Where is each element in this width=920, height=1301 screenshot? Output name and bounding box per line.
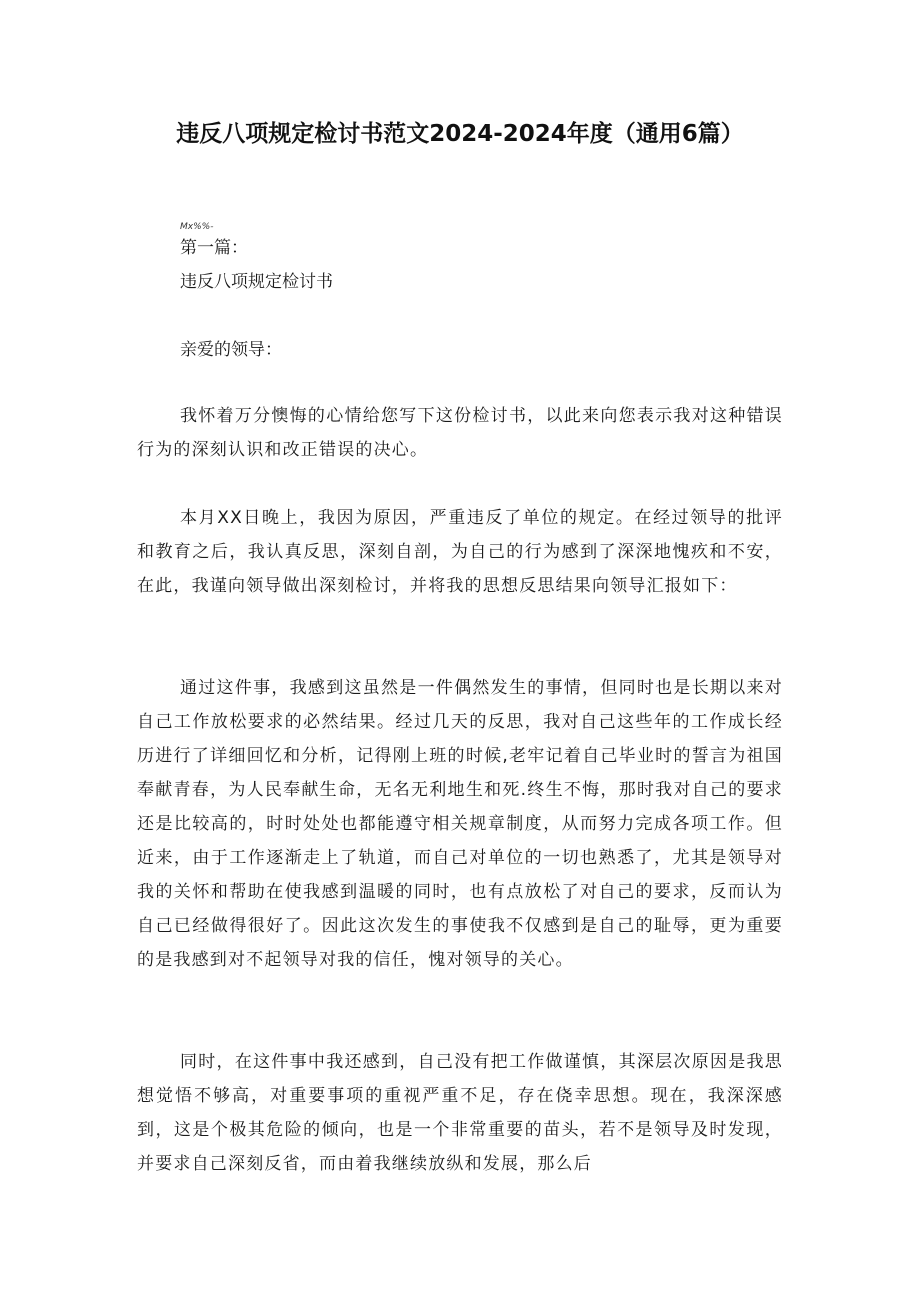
section-label: 第一篇： — [180, 238, 248, 258]
document-title: 违反八项规定检讨书范文2024-2024年度（通用6篇） — [176, 121, 744, 147]
salutation: 亲爱的领导： — [180, 340, 282, 360]
paragraph-3: 通过这件事，我感到这虽然是一件偶然发生的事情，但同时也是长期以来对自己工作放松要求的必然结果。经过几天的反思，我对自己这些年的工作成长经历进行了详细回忆和分析，记得刚上班的时候,老牢记着自己毕业时的誓言为祖国奉献青春，为人民奉献生命，无名无利地生和死.终生不悔，那时我对自己的要求还是比较高的，时时处处也都能遵守相关规章制度，从而努力完成各项工作。但近来，由于工作逐渐走上了轨道，而自己对单位的一切也熟悉了，尤其是领导对我的关怀和帮助在使我感到温暖的同时，也有点放松了对自己的要求，反而认为自己已经做得很好了。因此这次发生的事使我不仅感到是自己的耻辱，更为重要的是我感到对不起领导对我的信任，愧对领导的关心。 — [137, 678, 783, 970]
header-mark: Mx%%- — [180, 222, 214, 232]
paragraph-2: 本月XX日晚上，我因为原因，严重违反了单位的规定。在经过领导的批评和教育之后，我认真反思，深刻自剖，为自己的行为感到了深深地愧疚和不安，在此，我谨向领导做出深刻检讨，并将我的思想反思结果向领导汇报如下： — [137, 508, 783, 596]
section-title: 违反八项规定检讨书 — [180, 272, 333, 292]
paragraph-4: 同时，在这件事中我还感到，自己没有把工作做谨慎，其深层次原因是我思想觉悟不够高，对重要事项的重视严重不足，存在侥幸思想。现在，我深深感到，这是个极其危险的倾向，也是一个非常重要的苗头，若不是领导及时发现，并要求自己深刻反省，而由着我继续放纵和发展，那么后 — [137, 1052, 783, 1174]
paragraph-1: 我怀着万分懊悔的心情给您写下这份检讨书，以此来向您表示我对这种错误行为的深刻认识和改正错误的决心。 — [137, 406, 783, 460]
